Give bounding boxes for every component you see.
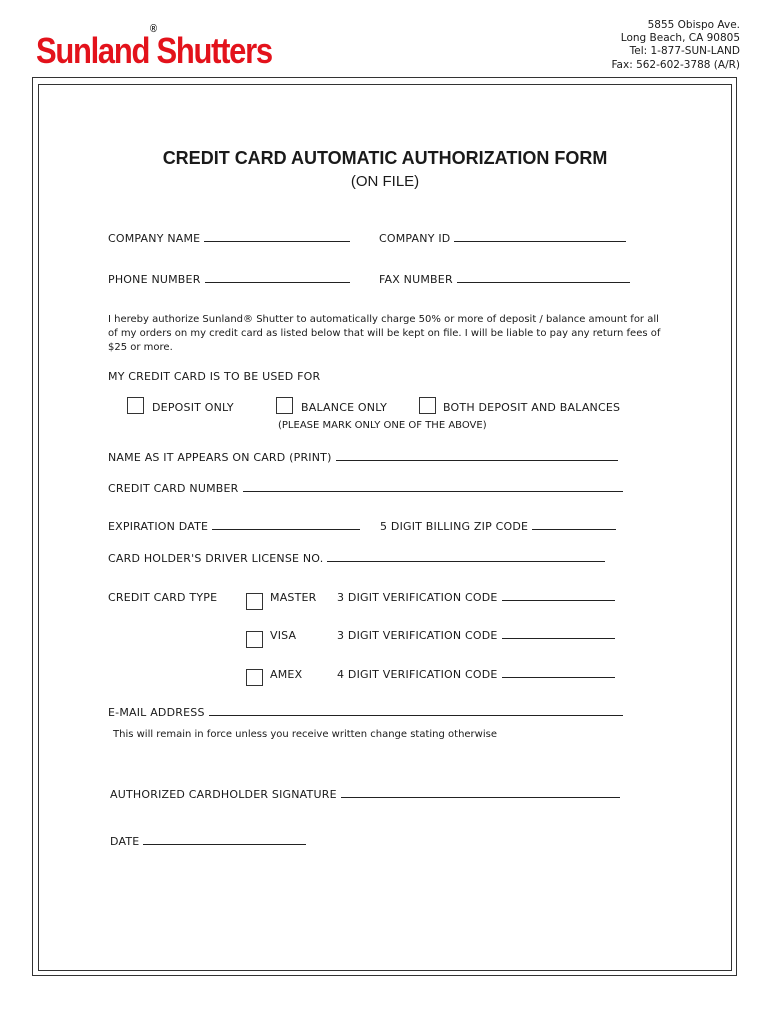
company-address (611, 19, 740, 72)
expiration-date-field[interactable] (108, 520, 360, 533)
master-card-label: MASTER (270, 591, 317, 604)
company-id-field[interactable] (379, 232, 626, 245)
amex-verification-code-label: 4 DIGIT VERIFICATION CODE (337, 668, 498, 681)
company-logo: Sunland®Shutters (36, 23, 272, 71)
expiration-date-label: EXPIRATION DATE (108, 520, 209, 533)
drivers-license-field[interactable] (108, 552, 605, 565)
fax-number-field[interactable] (379, 273, 630, 286)
card-number-field[interactable] (108, 482, 623, 495)
name-on-card-field[interactable] (108, 451, 618, 464)
name-on-card-label: NAME AS IT APPEARS ON CARD (PRINT) (108, 451, 332, 464)
card-number-label: CREDIT CARD NUMBER (108, 482, 239, 495)
address-phone: Tel: 1-877-SUN-LAND (629, 45, 740, 58)
fax-number-label: FAX NUMBER (379, 273, 453, 286)
deposit-only-label: DEPOSIT ONLY (152, 401, 234, 414)
force-note: This will remain in force unless you receive written change stating otherwise (113, 729, 497, 740)
amex-verification-code-field[interactable] (337, 668, 615, 681)
both-deposit-balances-checkbox[interactable] (419, 397, 436, 414)
address-city: Long Beach, CA 90805 (620, 32, 740, 45)
usage-note: (PLEASE MARK ONLY ONE OF THE ABOVE) (278, 420, 487, 431)
address-street: 5855 Obispo Ave. (647, 19, 740, 31)
signature-field[interactable] (110, 788, 620, 801)
card-type-label: CREDIT CARD TYPE (108, 591, 218, 604)
amex-card-checkbox[interactable] (246, 669, 263, 686)
visa-verification-code-label: 3 DIGIT VERIFICATION CODE (337, 629, 498, 642)
master-card-checkbox[interactable] (246, 593, 263, 610)
usage-heading: MY CREDIT CARD IS TO BE USED FOR (108, 370, 321, 383)
billing-zip-field[interactable] (380, 520, 616, 533)
drivers-license-label: CARD HOLDER'S DRIVER LICENSE NO. (108, 552, 324, 565)
company-name-label: COMPANY NAME (108, 232, 201, 245)
authorization-paragraph: I hereby authorize Sunland® Shutter to automatically charge 50% or more of deposit / balance amount for all of my orders on my credit card as listed below that will be kept on file. I will be liable to pay any return fees of $25 or more. (108, 314, 661, 353)
signature-label: AUTHORIZED CARDHOLDER SIGNATURE (110, 788, 337, 801)
visa-card-label: VISA (270, 629, 297, 642)
balance-only-checkbox[interactable] (276, 397, 293, 414)
amex-card-label: AMEX (270, 668, 303, 681)
both-deposit-balances-label: BOTH DEPOSIT AND BALANCES (443, 401, 621, 414)
company-id-label: COMPANY ID (379, 232, 451, 245)
email-field[interactable] (108, 706, 623, 719)
form-subtitle: (ON FILE) (350, 173, 420, 190)
form-title: CREDIT CARD AUTOMATIC AUTHORIZATION FORM (162, 148, 608, 168)
company-name-field[interactable] (108, 232, 350, 245)
visa-verification-code-field[interactable] (337, 629, 615, 642)
date-label: DATE (110, 835, 140, 848)
address-fax: Fax: 562-602-3788 (A/R) (611, 58, 740, 71)
billing-zip-label: 5 DIGIT BILLING ZIP CODE (380, 520, 529, 533)
phone-number-label: PHONE NUMBER (108, 273, 201, 286)
phone-number-field[interactable] (108, 273, 350, 286)
email-label: E-MAIL ADDRESS (108, 706, 205, 719)
balance-only-label: BALANCE ONLY (301, 401, 388, 414)
visa-card-checkbox[interactable] (246, 631, 263, 648)
date-field[interactable] (110, 835, 306, 848)
deposit-only-checkbox[interactable] (127, 397, 144, 414)
master-verification-code-label: 3 DIGIT VERIFICATION CODE (337, 591, 498, 604)
master-verification-code-field[interactable] (337, 591, 615, 604)
